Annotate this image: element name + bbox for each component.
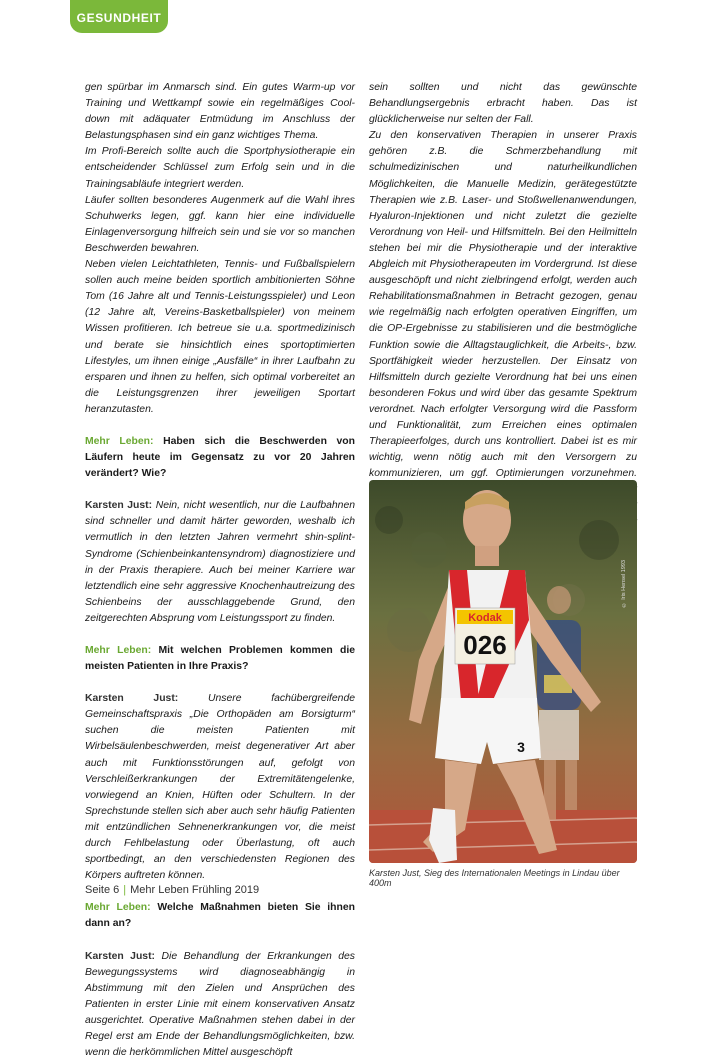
page-footer — [85, 884, 259, 896]
interview-answer — [85, 949, 355, 1061]
question-text: Welche Maßnahmen bieten Sie ihnen dann an? — [85, 902, 355, 929]
paragraph-text: Zu den konservativen Therapien in unserer Praxis gehören z.B. die Schmerzbehandlung mit schulmedizinischen und naturheilkundlichen Möglichkeiten, die Manuelle Medizin, gerätegestützte Therapien wie z.B. Laser- und Stoßwellenanwendungen, Hyaluron-Injektionen und nicht zuletzt die gezielte Verordnung von Heil- und Hilfsmitteln. Bei den Heilmitteln stehen bei mir die Physiotherapie und der interaktive Abgleich mit Physiotherapeuten im Vordergrund. Ist diese ausgeschöpft und nicht zielbringend erfolgt, werden auch Rehabilitationsmaßnahmen in Betracht gezogen, genau wie regelmäßig nach erfolgten operativen Eingriffen, um die OP-Ergebnisse zu stabilisieren und die bestmögliche Funktion sowie die Alltagstauglichkeit, die Arbeits-, bzw. Sportfähigkeit wieder herzustellen. Der Einsatz von Hilfsmitteln durch gezielte Verordnung hat bei uns einen besonderen Fokus und wird über das gesamte Spektrum verordnet. Nach erfolgter Versorgung wird die Passform und Funktionalität, zum Erreichen eines optimalen Therapieerfolges, durch uns kontrolliert. Dabei ist es mir wichtig, wenn nötig auch mit den Versorgern zu kommunizieren, um ggf. Optimierungen vorzunehmen. — [369, 130, 637, 576]
answer-text: Unsere fachübergreifende Gemeinschaftspraxis „Die Orthopäden am Borsigturm“ suchen die meisten Patienten mit Wirbelsäulenbeschwerden, meist degenerativer Art aber auch mit Funktionsstörungen auf, gefolgt von Verschleißerkrankungen der Extremitätengelenke, vorwiegend an Knien, Hüften oder Schultern. In der Sprechstunde stellen sich aber auch sehr häufig Patienten mit entzündlichen Sehnenerkrankungen vor, die meist durch Fehlbelastung oder Überlastung, oft auch sportbedingt, an den verschiedensten Regionen des Körpers auftreten können. — [85, 693, 355, 881]
answer-text: Nein, nicht wesentlich, nur die Laufbahnen sind schneller und damit härter geworden, weshalb ich vermutlich in den letzten Jahren vermehrt shin-splint-Syndrome (Schienbeinkantensyndrom) diagnostiziere und in der Praxis therapiere. Auch bei meiner Karriere war letztendlich eine sehr aggressive Knochenhautreizung des Schienbeins der ausschlaggebende Grund, den zeitgerechten Absprung vom Leistungssport zu finden. — [85, 500, 355, 624]
photo-credit: © Iris Hensel 1993 — [621, 560, 631, 607]
section-label: GESUNDHEIT — [70, 11, 168, 25]
question-prefix: Mehr Leben: — [85, 436, 153, 447]
answer-speaker: Karsten Just: — [85, 951, 155, 962]
paragraph: Neben vielen Leichtathleten, Tennis- und Fußballspielern sollen auch meine beiden sportlich ambitionierten Söhne Tom (16 Jahre alt und Tennis-Leistungsspieler) und Leon (12 Jahre alt, Vereins-Basketballspieler) von meinem Wissen profitieren. Ich betreue sie u.a. sportmedizinisch und berate sie hinsichtlich eines sportoptimierten Lifestyles, um ihnen einige „Ausfälle“ in ihrer Laufbahn zu ersparen und ihnen zu helfen, sich optimal vorbereitet an die Leistungsgrenzen ihrer jeweiligen Sportart heranzutasten. — [85, 257, 355, 418]
question-prefix: Mehr Leben: — [85, 902, 151, 913]
answer-text: Die Behandlung der Erkrankungen des Bewegungssystems wird diagnoseabhängig in Abstimmung mit den Zielen und Ansprüchen des Patienten in erster Linie mit einem konservativen Ansatz ausgerichtet. Operative Maßnahmen stehen dabei in der Regel erst am Ende der Behandlungsmöglichkeiten, bzw. wenn die herkömmlichen Mittel ausgeschöpft — [85, 951, 355, 1059]
paragraph: sein sollten und nicht das gewünschte Behandlungsergebnis erbracht haben. Das ist glücklicherweise nur selten der Fall. — [369, 80, 637, 128]
question-text: Mit welchen Problemen kommen die meisten Patienten in Ihre Praxis? — [85, 645, 355, 672]
answer-speaker: Karsten Just: — [85, 693, 178, 704]
interview-question — [85, 643, 355, 675]
interview-answer — [85, 498, 355, 627]
paragraph: Im Profi-Bereich sollte auch die Sportphysiotherapie ein entscheidender Schlüssel zum Erfolg sein und in die Trainingsabläufe integriert werden. — [85, 144, 355, 192]
left-column — [85, 80, 355, 1061]
footer-separator: | — [123, 884, 126, 896]
interview-answer — [85, 691, 355, 884]
athlete-photo — [369, 480, 637, 863]
question-text: Haben sich die Beschwerden von Läufern heute im Gegensatz zu vor 20 Jahren verändert? Wie? — [85, 436, 355, 479]
paragraph: gen spürbar im Anmarsch sind. Ein gutes Warm-up vor Training und Wettkampf sowie ein regelmäßiges Cool-down mit adäquater Entmüdung im Anschluss der Belastungsphasen sind ein ganz wichtiges Thema. — [85, 80, 355, 144]
magazine-issue: Mehr Leben Frühling 2019 — [130, 884, 259, 896]
bib-number: 026 — [463, 630, 506, 660]
page-number: Seite 6 — [85, 884, 119, 896]
question-prefix: Mehr Leben: — [85, 645, 151, 656]
answer-speaker: Karsten Just: — [85, 500, 152, 511]
interview-question — [85, 434, 355, 482]
photo-caption: Karsten Just, Sieg des Internationalen Meetings in Lindau über 400m — [369, 868, 639, 888]
shorts-number: 3 — [517, 739, 525, 755]
section-tab — [70, 0, 168, 33]
paragraph: Läufer sollten besonderes Augenmerk auf die Wahl ihres Schuhwerks legen, ggf. kann hier eine individuelle Einlagenversorgung hilfreich sein und sie vor so manchen Beschwerden bewahren. — [85, 193, 355, 257]
interview-question — [85, 900, 355, 932]
bib-sponsor: Kodak — [468, 612, 503, 624]
